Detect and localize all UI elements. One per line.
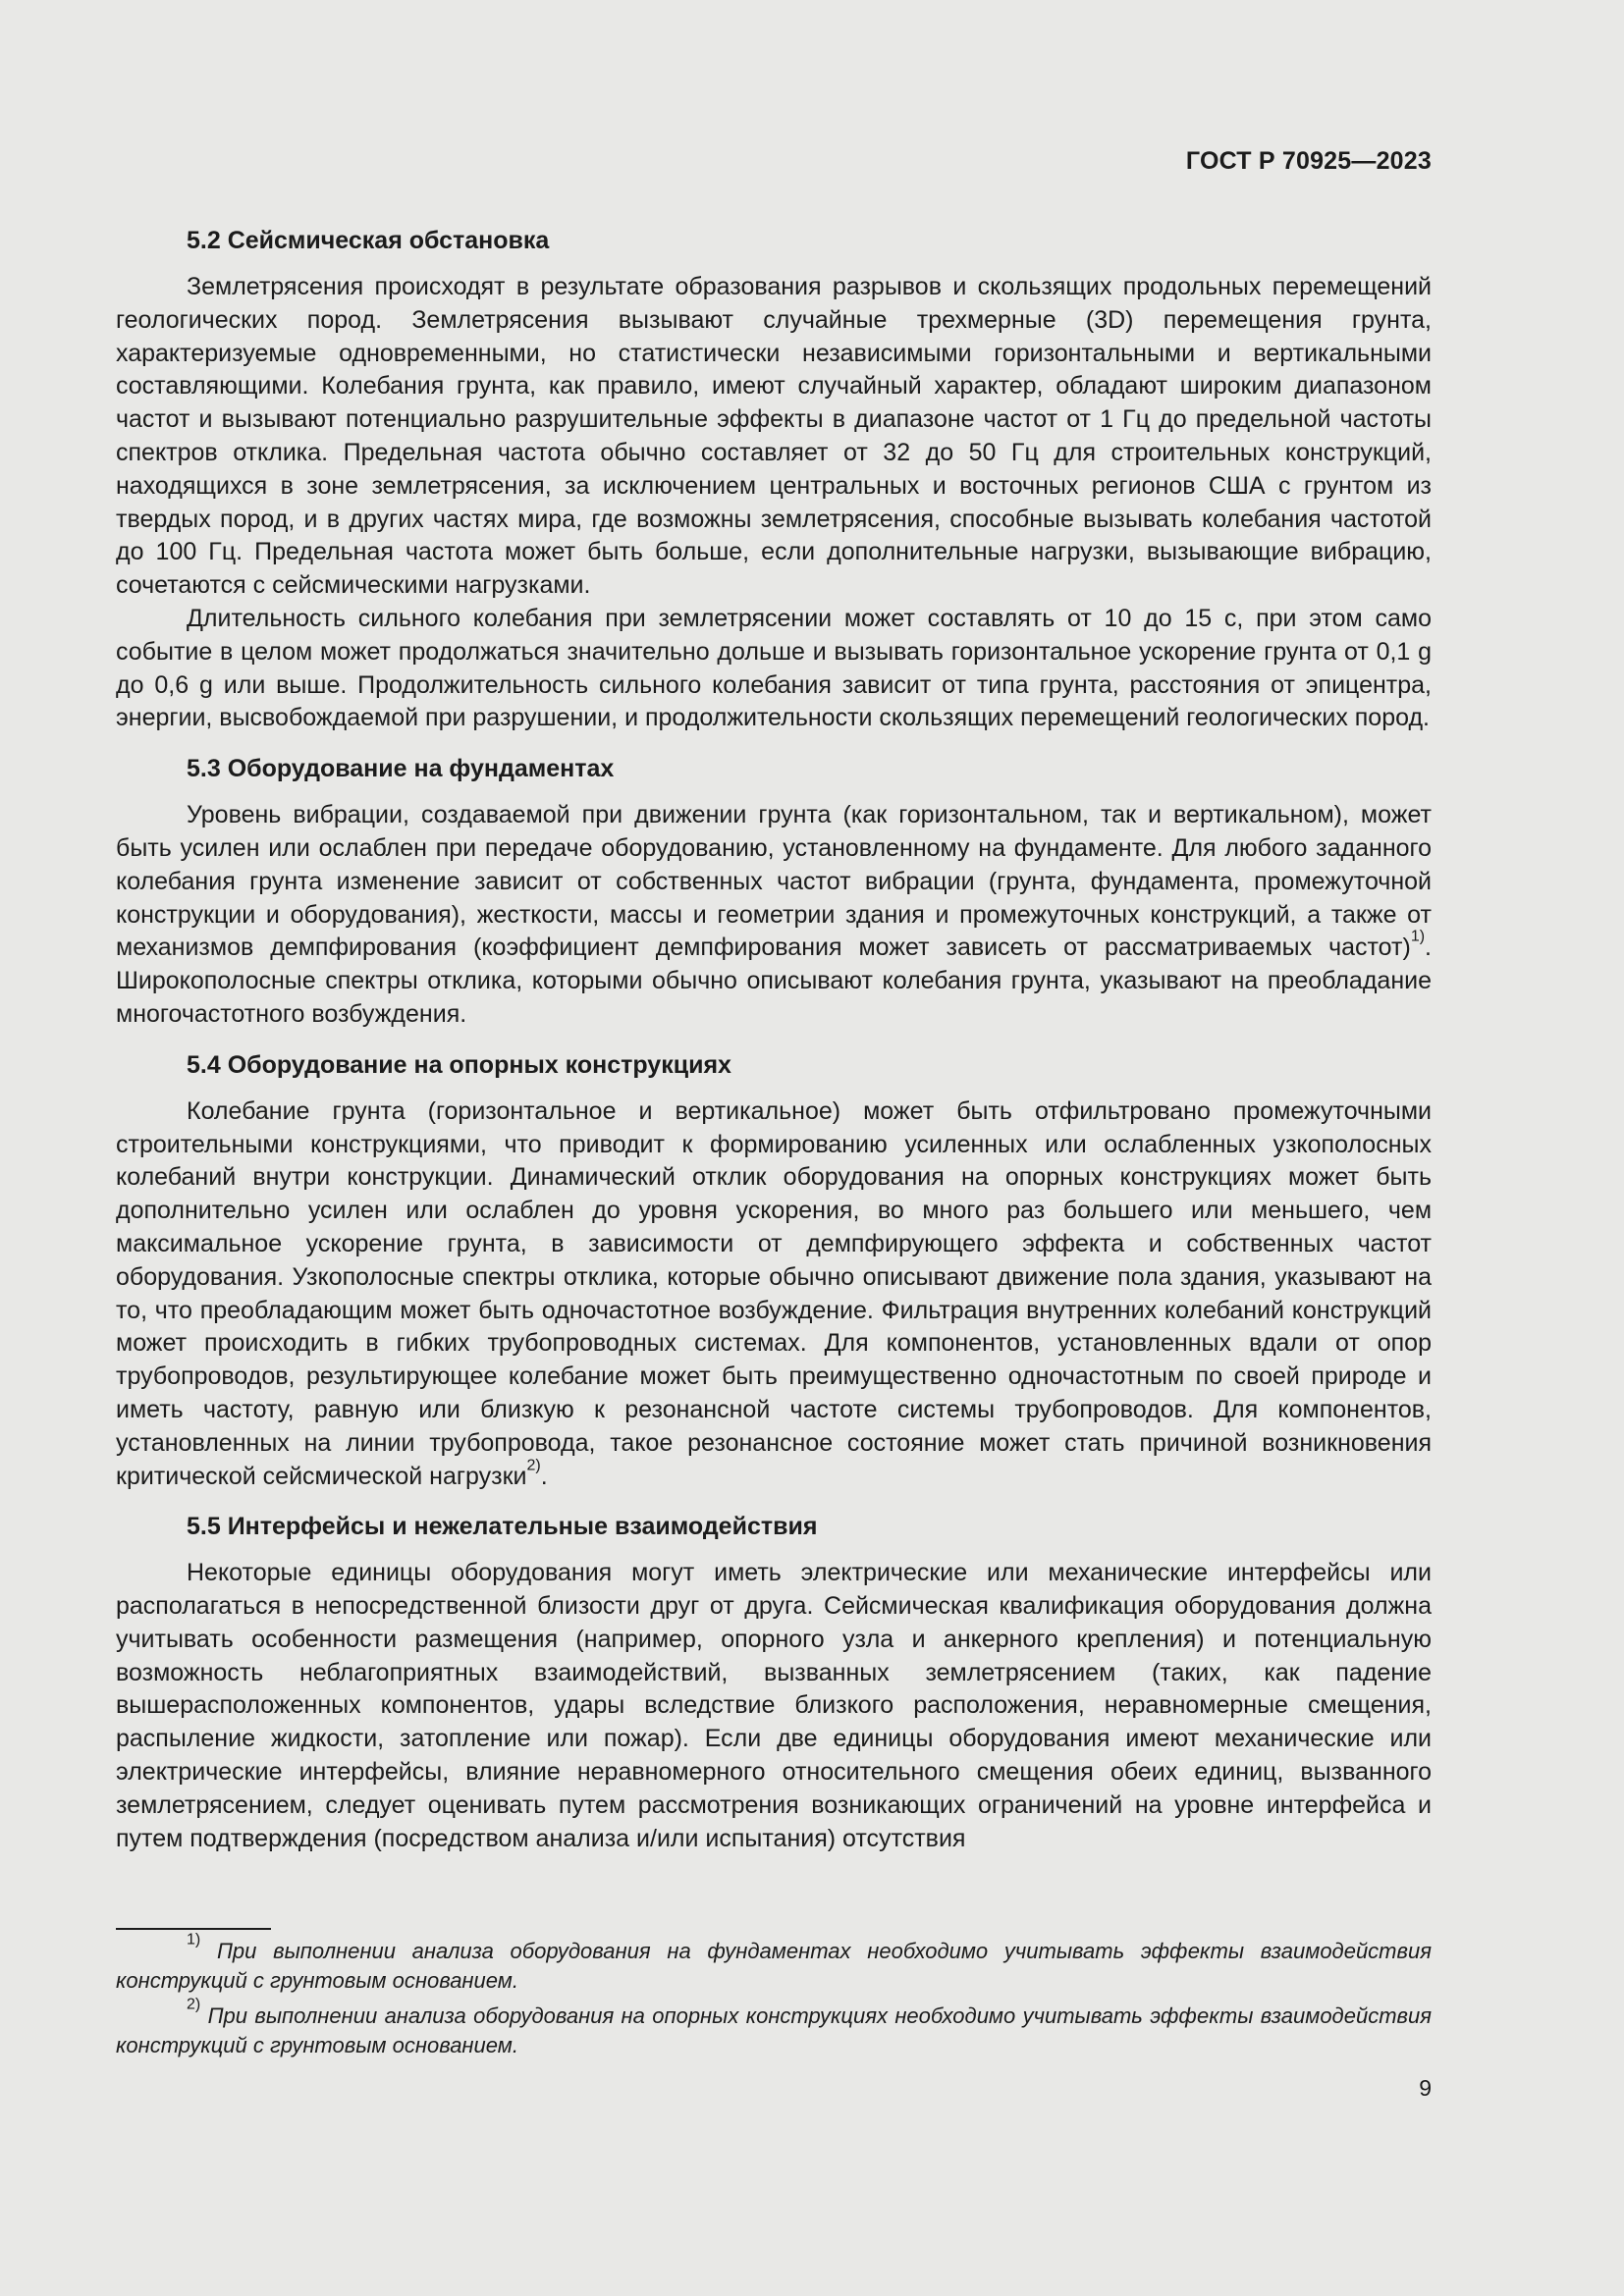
footnotes <box>116 1931 1432 2066</box>
paragraph-text: Уровень вибрации, создаваемой при движении грунта (как горизонтальном, так и вертикальном), может быть усилен или ослаблен при передаче оборудованию, установленному на фундаменте. Для любого заданного колебания грунта изменение зависит от собственных частот вибрации (грунта, фундамента, промежуточной конструкции и оборудования), жесткости, массы и геометрии здания и промежуточных конструкций, а также от механизмов демпфирования (коэффициент демпфирования может зависеть от рассматриваемых частот) <box>116 801 1432 962</box>
paragraph: Землетрясения происходят в результате образования разрывов и скользящих продольных перемещений геологических пород. Землетрясения вызывают случайные трехмерные (3D) перемещения грунта, характеризуемые одновременными, но статистически независимыми горизонтальными и вертикальными составляющими. Колебания грунта, как правило, имеют случайный характер, обладают широким диапазоном частот и вызывают потенциально разрушительные эффекты в диапазоне частот от 1 Гц до предельной частоты спектров отклика. Предельная частота обычно составляет от 32 до 50 Гц для строительных конструкций, находящихся в зоне землетрясения, за исключением центральных и восточных регионов США с грунтом из твердых пород, и в других частях мира, где возможны землетрясения, способные вызывать колебания частотой до 100 Гц. Предельная частота может быть больше, если дополнительные нагрузки, вызывающие вибрацию, сочетаются с сейсмическими нагрузками. <box>116 273 1432 600</box>
paragraph: Длительность сильного колебания при землетрясении может составлять от 10 до 15 с, при этом само событие в целом может продолжаться значительно дольше и вызывать горизонтальное ускорение грунта от 0,1 g до 0,6 g или выше. Продолжительность сильного колебания зависит от типа грунта, расстояния от эпицентра, энергии, высвобождаемой при разрушении, и продолжительности скользящих перемещений геологических пород. <box>116 604 1432 732</box>
paragraph-text: Колебание грунта (горизонтальное и вертикальное) может быть отфильтровано промежуточными строительными конструкциями, что приводит к формированию усиленных или ослабленных узкополосных колебаний внутри конструкции. Динамический отклик оборудования на опорных конструкциях может быть дополнительно усилен или ослаблен до уровня ускорения, во много раз большего или меньшего, чем максимальное ускорение грунта, в зависимости от демпфирующего эффекта и собственных частот оборудования. Узкополосные спектры отклика, которые обычно описывают движение пола здания, указывают на то, что преобладающим может быть одночастотное возбуждение. Фильтрация внутренних колебаний конструкций может происходить в гибких трубопроводных системах. Для компонентов, установленных вдали от опор трубопроводов, результирующее колебание может быть преимущественно одночастотным по своей природе и иметь частоту, равную или близкую к резонансной частоте системы трубопроводов. Для компонентов, установленных на линии трубопровода, такое резонансное состояние может стать причиной возникновения критической сейсмической нагрузки <box>116 1096 1432 1490</box>
page-number: 9 <box>1419 2075 1432 2101</box>
paragraph-text: . <box>540 1462 548 1490</box>
section-heading: 5.2 Сейсмическая обстановка <box>187 227 550 254</box>
section-5-5 <box>116 1510 1432 1855</box>
section-heading: 5.3 Оборудование на фундаментах <box>187 755 615 783</box>
section-heading: 5.4 Оборудование на опорных конструкциях <box>187 1050 731 1079</box>
document-page <box>116 0 1432 2296</box>
paragraph: Некоторые единицы оборудования могут иметь электрические или механические интерфейсы или располагаться в непосредственной близости друг от друга. Сейсмическая квалификация оборудования должна учитывать особенности размещения (например, опорного узла и анкерного крепления) и потенциальную возможность неблагоприятных взаимодействий, вызванных землетрясением (таких, как падение вышерасположенных компонентов, удары вследствие близкого расположения, неравномерные смещения, распыление жидкости, затопление или пожар). Если две единицы оборудования имеют механические или электрические интерфейсы, влияние неравномерного относительного смещения обеих единиц, вызванного землетрясением, следует оценивать путем рассмотрения возникающих ограничений на уровне интерфейса и путем подтверждения (посредством анализа и/или испытания) отсутствия <box>116 1559 1432 1852</box>
footnote-separator <box>116 1928 271 1930</box>
section-5-3 <box>116 752 1432 1032</box>
footnote-reference[interactable]: 1) <box>1410 928 1426 945</box>
document-body <box>116 224 1432 1855</box>
document-code: ГОСТ Р 70925—2023 <box>1185 147 1432 175</box>
footnote-text: При выполнении анализа оборудования на опорных конструкциях необходимо учитывать эффекты взаимодействия конструкций с грунтовым основанием. <box>116 2003 1432 2057</box>
paragraph <box>116 1095 1432 1494</box>
footnote-mark: 1) <box>187 1931 201 1949</box>
section-5-4 <box>116 1048 1432 1494</box>
footnote-text: При выполнении анализа оборудования на фундаментах необходимо учитывать эффекты взаимодействия конструкций с грунтовым основанием. <box>116 1939 1432 1993</box>
paragraph-text: . Широкополосные спектры отклика, которыми обычно описывают колебания грунта, указывают на преобладание многочастотного возбуждения. <box>116 934 1432 1028</box>
footnote <box>116 1996 1432 2060</box>
footnote <box>116 1931 1432 1996</box>
section-5-2 <box>116 224 1432 735</box>
footnote-reference[interactable]: 2) <box>526 1457 541 1474</box>
paragraph <box>116 799 1432 1032</box>
section-heading: 5.5 Интерфейсы и нежелательные взаимодействия <box>187 1513 818 1541</box>
footnote-mark: 2) <box>187 1996 201 2013</box>
